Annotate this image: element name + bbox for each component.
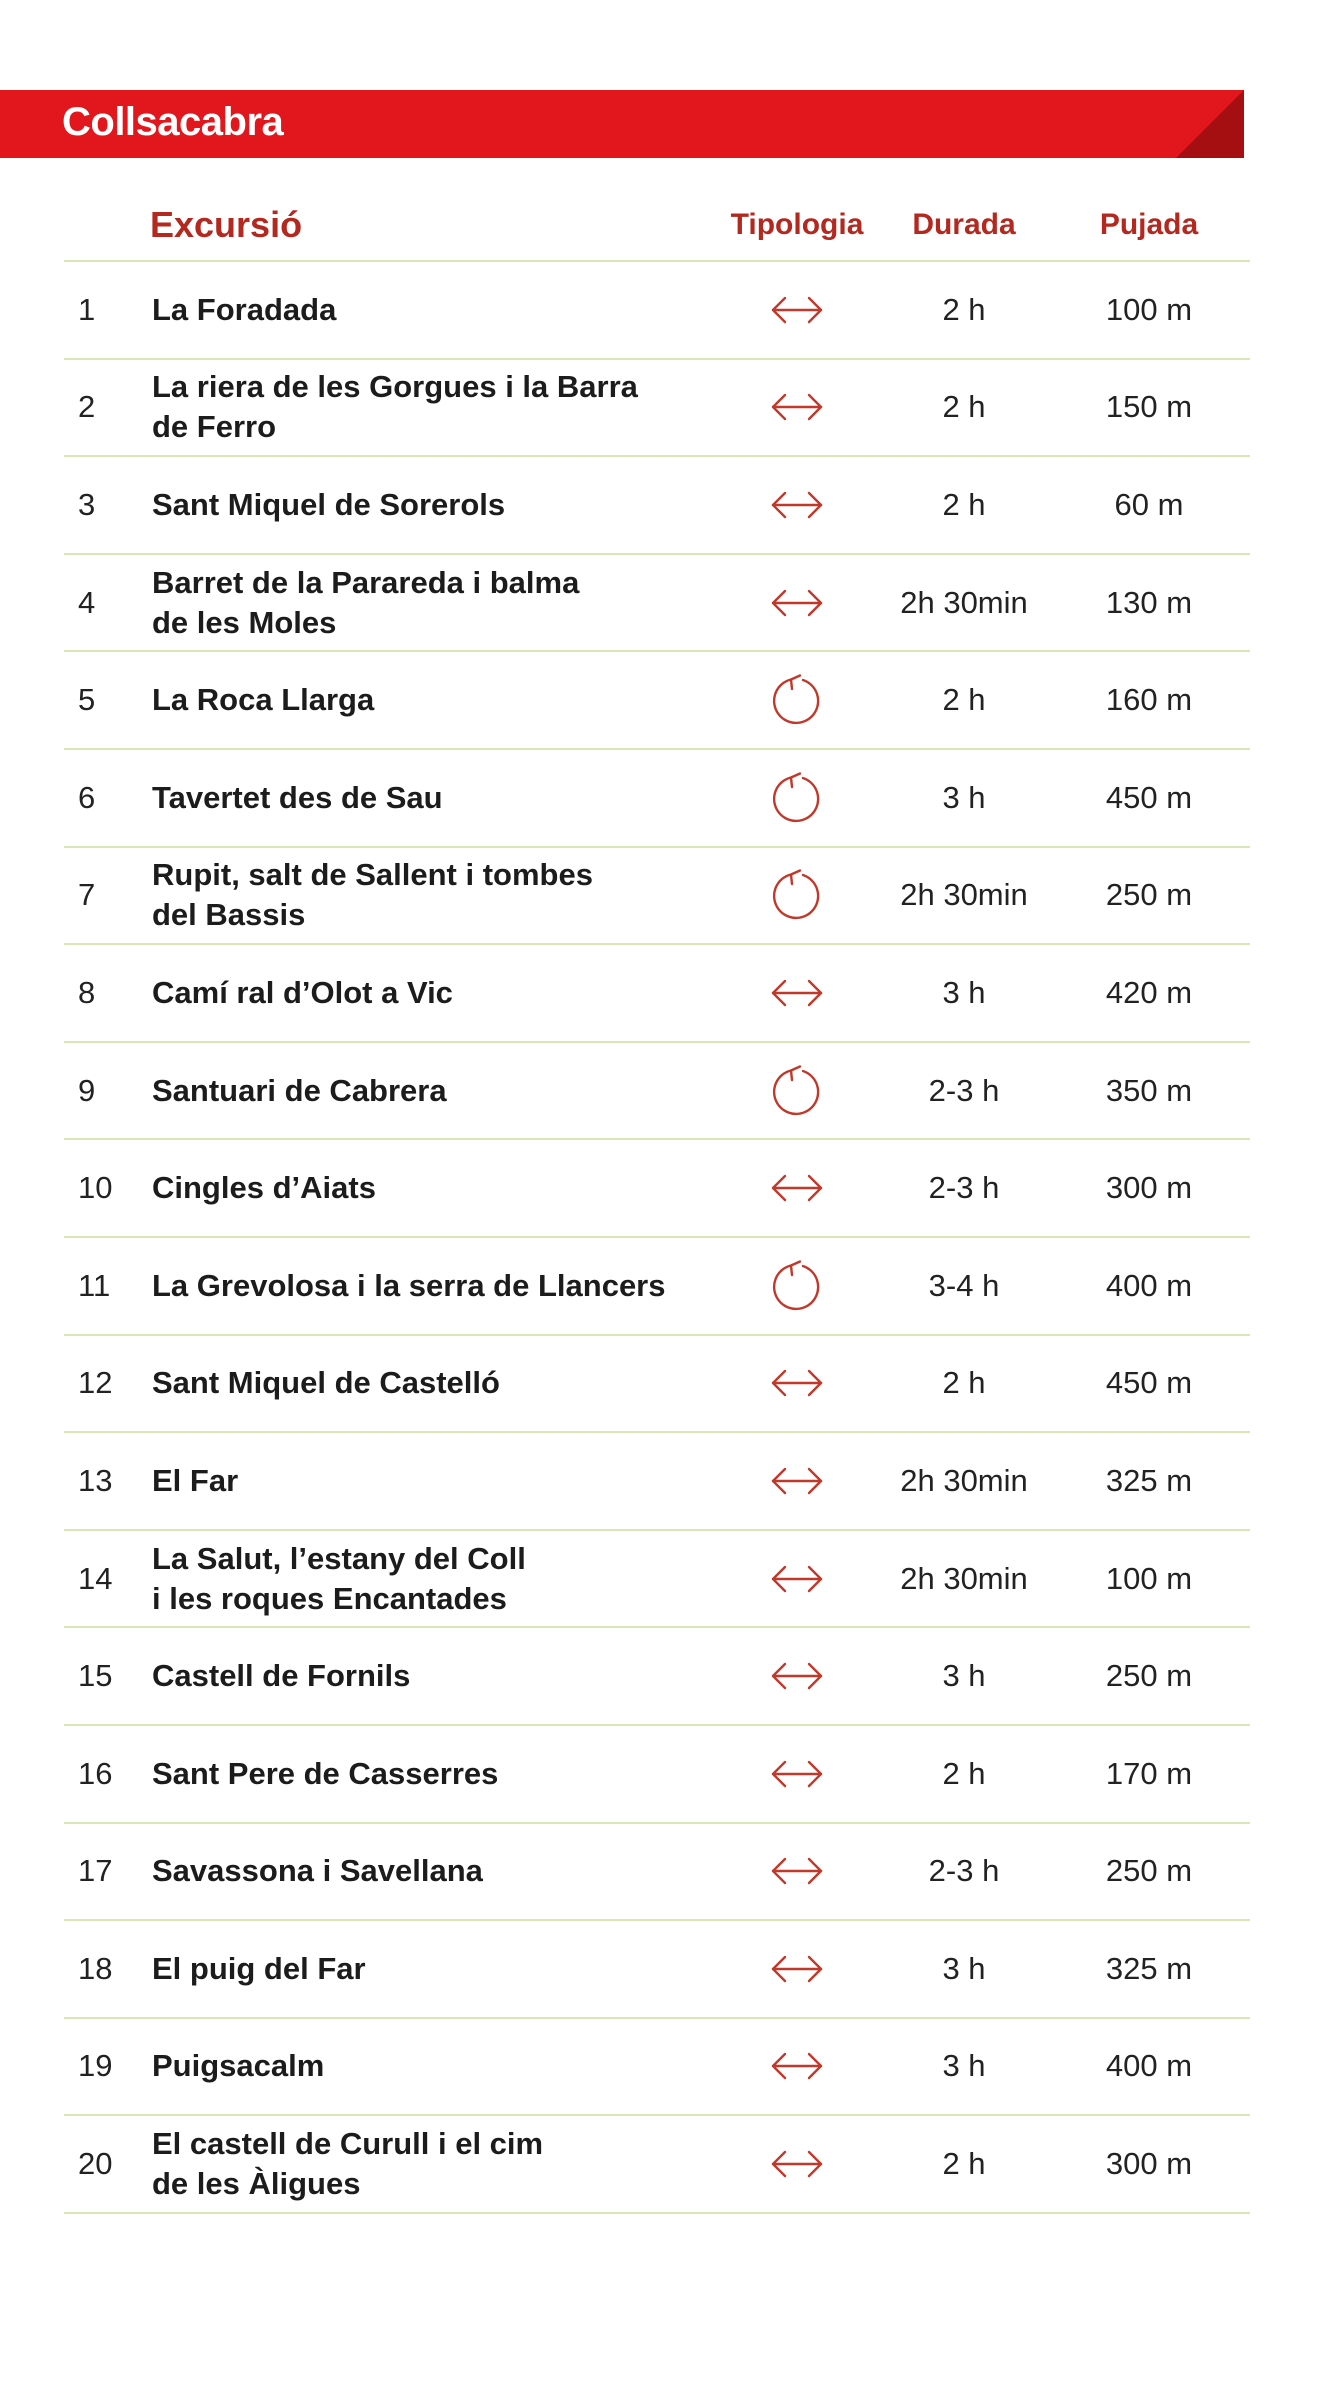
arrow-both-icon <box>762 360 832 456</box>
arrow-both-icon <box>762 2019 832 2115</box>
loop-icon <box>762 750 832 846</box>
table-row <box>64 750 1250 848</box>
excursion-number: 6 <box>78 779 96 815</box>
durada-value: 2h 30min <box>900 1560 1028 1596</box>
banner-corner <box>1176 90 1244 158</box>
excursion-name <box>152 555 712 651</box>
arrow-both-icon <box>762 1824 832 1920</box>
table-row <box>64 1628 1250 1726</box>
arrow-both-icon <box>762 555 832 651</box>
arrow-both-icon <box>762 1628 832 1724</box>
excursion-number: 12 <box>78 1365 113 1401</box>
header-pujada: Pujada <box>1099 208 1199 241</box>
excursion-number: 13 <box>78 1462 113 1498</box>
table-header <box>64 182 1250 262</box>
durada-value: 3 h <box>942 2048 986 2084</box>
excursion-name-line: Tavertet des de Sau <box>152 779 443 815</box>
header-tipologia: Tipologia <box>730 208 864 241</box>
excursion-name-line: La Salut, l’estany del Coll <box>152 1540 526 1576</box>
pujada-value: 400 m <box>1105 1267 1193 1303</box>
arrow-both-icon <box>762 1726 832 1822</box>
table-row <box>64 457 1250 555</box>
table-row <box>64 1824 1250 1922</box>
excursion-number: 5 <box>78 682 96 718</box>
excursion-name-line: El Far <box>152 1462 239 1498</box>
arrow-both-icon <box>762 262 832 358</box>
excursion-name-line: de Ferro <box>152 409 277 445</box>
loop-icon <box>762 1238 832 1334</box>
pujada-value: 450 m <box>1105 1365 1193 1401</box>
excursion-name-line: El castell de Curull i el cim <box>152 2126 544 2162</box>
pujada-value: 160 m <box>1105 682 1193 718</box>
excursion-number: 8 <box>78 974 96 1010</box>
durada-value: 3 h <box>942 779 986 815</box>
excursion-name <box>152 457 712 553</box>
excursion-number: 17 <box>78 1853 113 1889</box>
section-title: Collsacabra <box>62 100 284 144</box>
excursion-number: 20 <box>78 2146 113 2182</box>
excursion-name <box>152 1531 712 1627</box>
loop-icon <box>762 652 832 748</box>
pujada-value: 250 m <box>1105 1853 1193 1889</box>
pujada-value: 325 m <box>1105 1950 1193 1986</box>
excursion-name-line: Santuari de Cabrera <box>152 1072 447 1108</box>
excursion-name <box>152 1433 712 1529</box>
pujada-value: 400 m <box>1105 2048 1193 2084</box>
table-row <box>64 1726 1250 1824</box>
durada-value: 2-3 h <box>928 1170 1000 1206</box>
table-row <box>64 848 1250 946</box>
excursion-name <box>152 1628 712 1724</box>
arrow-both-icon <box>762 1531 832 1627</box>
excursion-name <box>152 2019 712 2115</box>
excursion-name <box>152 1238 712 1334</box>
table-row <box>64 2116 1250 2214</box>
arrow-both-icon <box>762 457 832 553</box>
excursion-name-line: Sant Miquel de Sorerols <box>152 486 506 522</box>
table-row <box>64 945 1250 1043</box>
excursion-name <box>152 1043 712 1139</box>
arrow-both-icon <box>762 945 832 1041</box>
arrow-both-icon <box>762 1336 832 1432</box>
excursion-name <box>152 1824 712 1920</box>
excursion-name <box>152 360 712 456</box>
pujada-value: 170 m <box>1105 1755 1193 1791</box>
excursion-name-line: La riera de les Gorgues i la Barra <box>152 369 638 405</box>
pujada-value: 420 m <box>1105 974 1193 1010</box>
table-row <box>64 360 1250 458</box>
arrow-both-icon <box>762 1921 832 2017</box>
excursion-name-line: Rupit, salt de Sallent i tombes <box>152 857 593 893</box>
excursion-name-line: Barret de la Parareda i balma <box>152 564 580 600</box>
excursion-number: 3 <box>78 486 96 522</box>
table-row <box>64 1531 1250 1629</box>
excursion-name <box>152 1726 712 1822</box>
header-durada: Durada <box>912 208 1016 241</box>
durada-value: 2 h <box>942 291 986 327</box>
durada-value: 2-3 h <box>928 1072 1000 1108</box>
durada-value: 3 h <box>942 974 986 1010</box>
durada-value: 2 h <box>942 1755 986 1791</box>
excursions-table <box>64 182 1250 2214</box>
durada-value: 2h 30min <box>900 1462 1028 1498</box>
excursion-number: 19 <box>78 2048 113 2084</box>
arrow-both-icon <box>762 2116 832 2212</box>
excursion-name <box>152 1140 712 1236</box>
pujada-value: 250 m <box>1105 877 1193 913</box>
table-row <box>64 1921 1250 2019</box>
excursion-name-line: El puig del Far <box>152 1950 366 1986</box>
excursion-name-line: Sant Pere de Casserres <box>152 1755 499 1791</box>
table-row <box>64 555 1250 653</box>
header-excursio: Excursió <box>150 204 303 245</box>
excursion-name <box>152 1336 712 1432</box>
table-row <box>64 1433 1250 1531</box>
excursion-name-line: Camí ral d’Olot a Vic <box>152 974 453 1010</box>
excursion-name <box>152 945 712 1041</box>
durada-value: 3-4 h <box>928 1267 1000 1303</box>
arrow-both-icon <box>762 1140 832 1236</box>
excursion-number: 15 <box>78 1658 113 1694</box>
table-row <box>64 2019 1250 2117</box>
excursion-number: 18 <box>78 1950 113 1986</box>
excursion-name-line: La Foradada <box>152 291 337 327</box>
pujada-value: 450 m <box>1105 779 1193 815</box>
table-row <box>64 1238 1250 1336</box>
excursion-number: 1 <box>78 291 96 327</box>
durada-value: 2 h <box>942 486 986 522</box>
excursion-name-line: de les Àligues <box>152 2166 361 2202</box>
excursion-name <box>152 750 712 846</box>
excursion-name <box>152 652 712 748</box>
excursion-name-line: Savassona i Savellana <box>152 1853 483 1889</box>
durada-value: 3 h <box>942 1950 986 1986</box>
pujada-value: 100 m <box>1105 291 1193 327</box>
pujada-value: 100 m <box>1105 1560 1193 1596</box>
excursion-number: 16 <box>78 1755 113 1791</box>
durada-value: 2 h <box>942 389 986 425</box>
arrow-both-icon <box>762 1433 832 1529</box>
pujada-value: 300 m <box>1105 1170 1193 1206</box>
excursion-name-line: de les Moles <box>152 604 337 640</box>
pujada-value: 60 m <box>1114 486 1184 522</box>
excursion-number: 4 <box>78 584 96 620</box>
table-row <box>64 1140 1250 1238</box>
excursion-number: 9 <box>78 1072 96 1108</box>
excursion-name-line: Sant Miquel de Castelló <box>152 1365 500 1401</box>
excursion-name-line: del Bassis <box>152 897 306 933</box>
pujada-value: 130 m <box>1105 584 1193 620</box>
durada-value: 2h 30min <box>900 877 1028 913</box>
excursion-name <box>152 848 712 944</box>
excursion-name-line: La Grevolosa i la serra de Llancers <box>152 1267 666 1303</box>
excursion-name <box>152 2116 712 2212</box>
excursion-name <box>152 1921 712 2017</box>
table-row <box>64 262 1250 360</box>
pujada-value: 150 m <box>1105 389 1193 425</box>
loop-icon <box>762 1043 832 1139</box>
table-body <box>64 262 1250 2214</box>
excursion-number: 11 <box>78 1267 111 1303</box>
excursion-name-line: Cingles d’Aiats <box>152 1170 376 1206</box>
durada-value: 2-3 h <box>928 1853 1000 1889</box>
table-row <box>64 652 1250 750</box>
pujada-value: 250 m <box>1105 1658 1193 1694</box>
loop-icon <box>762 848 832 944</box>
excursion-number: 10 <box>78 1170 113 1206</box>
pujada-value: 325 m <box>1105 1462 1193 1498</box>
excursion-name-line: i les roques Encantades <box>152 1580 507 1616</box>
durada-value: 2 h <box>942 1365 986 1401</box>
excursion-name-line: La Roca Llarga <box>152 682 375 718</box>
excursion-name-line: Puigsacalm <box>152 2048 325 2084</box>
section-banner <box>0 90 1244 158</box>
excursion-name-line: Castell de Fornils <box>152 1658 411 1694</box>
durada-value: 2 h <box>942 2146 986 2182</box>
durada-value: 3 h <box>942 1658 986 1694</box>
durada-value: 2h 30min <box>900 584 1028 620</box>
durada-value: 2 h <box>942 682 986 718</box>
pujada-value: 300 m <box>1105 2146 1193 2182</box>
pujada-value: 350 m <box>1105 1072 1193 1108</box>
excursion-number: 14 <box>78 1560 113 1596</box>
excursion-name <box>152 262 712 358</box>
table-row <box>64 1043 1250 1141</box>
table-row <box>64 1336 1250 1434</box>
excursion-number: 7 <box>78 877 96 913</box>
excursion-number: 2 <box>78 389 96 425</box>
